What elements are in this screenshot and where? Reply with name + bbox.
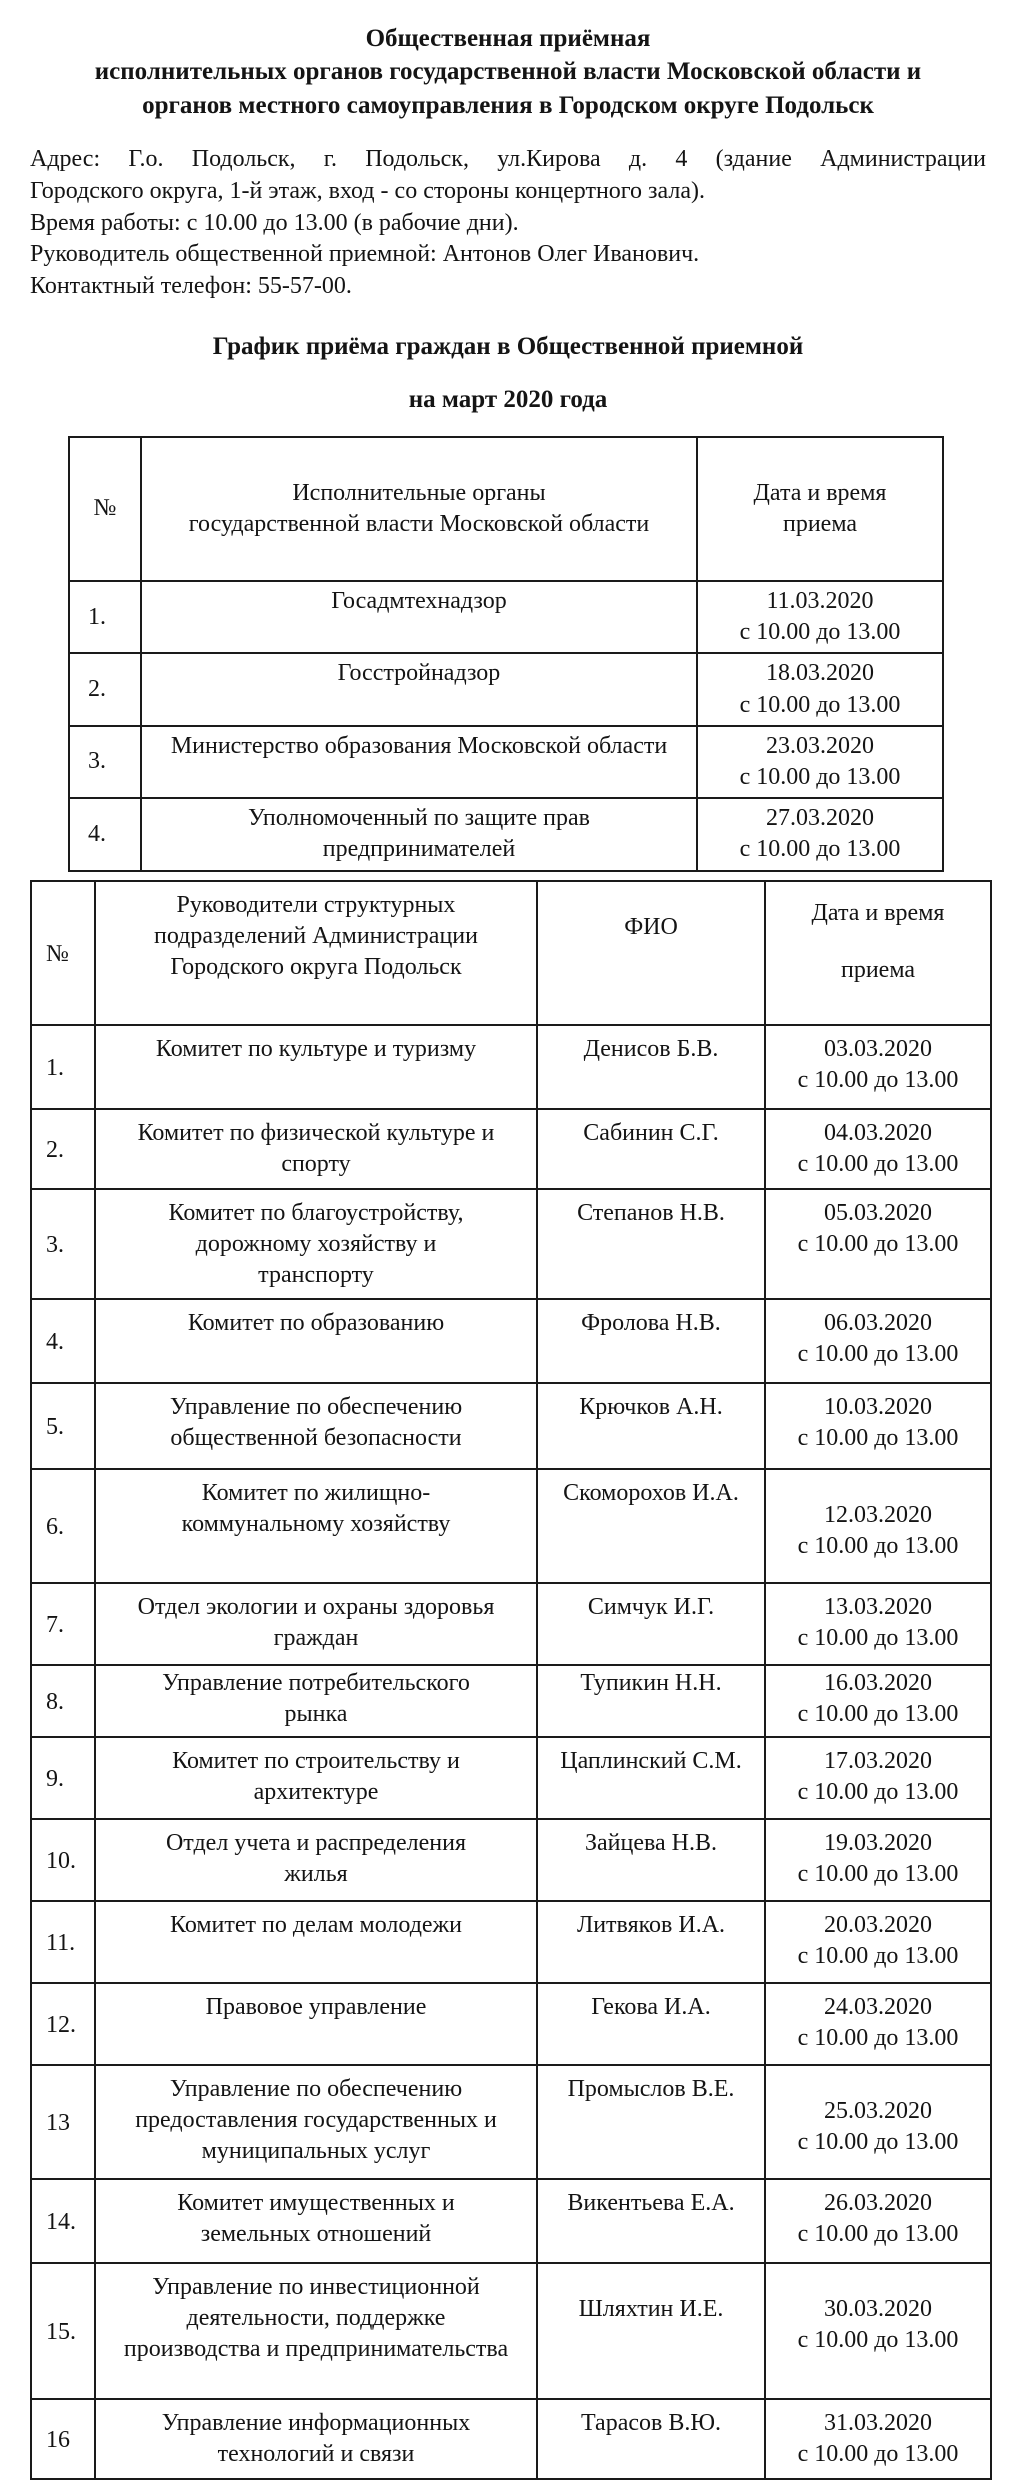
time-value: с 10.00 до 13.00 xyxy=(797,1779,959,1806)
row-number: 6. xyxy=(31,1469,95,1583)
header-line-3: органов местного самоуправления в Городском округе Подольск xyxy=(142,91,874,119)
column-header-date-line-1: Дата и время xyxy=(753,479,887,506)
table-row xyxy=(69,653,943,725)
time-value: с 10.00 до 13.00 xyxy=(797,2441,959,2468)
table-row xyxy=(31,1901,991,1983)
row-number: 2. xyxy=(31,1109,95,1189)
reception-date xyxy=(765,2179,991,2263)
column-header-date-line-2: приема xyxy=(782,511,857,537)
time-value: с 10.00 до 13.00 xyxy=(797,2025,959,2052)
table-row xyxy=(31,1665,991,1737)
department-name: Управление потребительского рынка xyxy=(95,1665,537,1737)
time-value: с 10.00 до 13.00 xyxy=(797,2327,959,2354)
row-number: 7. xyxy=(31,1583,95,1665)
date-value: 10.03.2020 xyxy=(824,1394,932,1420)
table-row xyxy=(31,1819,991,1901)
row-number: 15. xyxy=(31,2263,95,2399)
column-header-num: № xyxy=(69,437,141,581)
time-value: с 10.00 до 13.00 xyxy=(797,1425,959,1452)
date-value: 23.03.2020 xyxy=(766,732,874,759)
reception-date xyxy=(765,1299,991,1383)
row-number: 10. xyxy=(31,1819,95,1901)
reception-date xyxy=(697,798,943,870)
reception-date xyxy=(765,1583,991,1665)
column-header-date xyxy=(697,437,943,581)
row-number: 1. xyxy=(69,581,141,653)
department-name: Правовое управление xyxy=(95,1983,537,2065)
working-hours: Время работы: с 10.00 до 13.00 (в рабочие дни). xyxy=(30,209,519,236)
column-header-fio: ФИО xyxy=(537,881,765,1025)
address-line-1: Адрес: Г.о. Подольск, г. Подольск, ул.Кирова д. 4 (здание Администрации xyxy=(30,145,986,172)
date-value: 20.03.2020 xyxy=(824,1912,932,1938)
date-value: 06.03.2020 xyxy=(824,1310,932,1336)
row-number: 3. xyxy=(31,1189,95,1299)
reception-date xyxy=(765,2065,991,2179)
table-row xyxy=(31,2065,991,2179)
date-value: 16.03.2020 xyxy=(824,1670,932,1696)
department-name: Управление по инвестиционной деятельности, поддержке производства и предпринимательства xyxy=(95,2263,537,2399)
person-name: Тупикин Н.Н. xyxy=(537,1665,765,1737)
department-name: Комитет по строительству и архитектуре xyxy=(95,1737,537,1819)
address-line-2: Городского округа, 1-й этаж, вход - со стороны концертного зала). xyxy=(30,177,705,204)
reception-head: Руководитель общественной приемной: Антонов Олег Иванович. xyxy=(30,241,700,268)
table-row xyxy=(31,1109,991,1189)
table-row xyxy=(31,2179,991,2263)
time-value: с 10.00 до 13.00 xyxy=(797,1701,959,1728)
person-name: Скоморохов И.А. xyxy=(537,1469,765,1583)
table-row xyxy=(69,581,943,653)
reception-date xyxy=(765,1665,991,1737)
reception-date xyxy=(765,1819,991,1901)
person-name: Тарасов В.Ю. xyxy=(537,2399,765,2479)
column-header-dept: Руководители структурных подразделений Администрации Городского округа Подольск xyxy=(95,881,537,1025)
reception-date xyxy=(765,1901,991,1983)
department-name: Отдел учета и распределения жилья xyxy=(95,1819,537,1901)
administration-departments-table xyxy=(30,880,992,2480)
time-value: с 10.00 до 13.00 xyxy=(797,1861,959,1888)
department-name: Комитет по образованию xyxy=(95,1299,537,1383)
person-name: Зайцева Н.В. xyxy=(537,1819,765,1901)
column-header-organ xyxy=(141,437,697,581)
row-number: 9. xyxy=(31,1737,95,1819)
reception-date xyxy=(697,581,943,653)
date-value: 12.03.2020 xyxy=(824,1502,932,1528)
person-name: Сабинин С.Г. xyxy=(537,1109,765,1189)
date-value: 27.03.2020 xyxy=(766,805,874,832)
document-header xyxy=(0,22,1016,122)
time-value: с 10.00 до 13.00 xyxy=(797,1625,959,1652)
reception-date xyxy=(765,1469,991,1583)
table-row xyxy=(31,1189,991,1299)
time-value: с 10.00 до 13.00 xyxy=(797,2129,959,2156)
date-value: 18.03.2020 xyxy=(766,660,874,687)
person-name: Шляхтин И.Е. xyxy=(537,2263,765,2399)
table-header-row xyxy=(69,437,943,581)
row-number: 11. xyxy=(31,1901,95,1983)
reception-date xyxy=(697,726,943,798)
state-bodies-table xyxy=(68,436,944,872)
reception-date xyxy=(765,1109,991,1189)
date-value: 17.03.2020 xyxy=(824,1748,932,1774)
time-value: с 10.00 до 13.00 xyxy=(797,1151,959,1178)
row-number: 1. xyxy=(31,1025,95,1109)
time-value: с 10.00 до 13.00 xyxy=(797,2221,959,2248)
department-name: Комитет по физической культуре и спорту xyxy=(95,1109,537,1189)
person-name: Симчук И.Г. xyxy=(537,1583,765,1665)
header-line-2: исполнительных органов государственной власти Московской области и xyxy=(94,58,922,86)
time-value: с 10.00 до 13.00 xyxy=(797,1341,959,1368)
person-name: Фролова Н.В. xyxy=(537,1299,765,1383)
reception-date xyxy=(765,1189,991,1299)
table-row xyxy=(31,1025,991,1109)
person-name: Цаплинский С.М. xyxy=(537,1737,765,1819)
column-header-date-line-1: Дата и время xyxy=(811,900,945,926)
person-name: Крючков А.Н. xyxy=(537,1383,765,1469)
reception-date xyxy=(697,653,943,725)
contact-phone: Контактный телефон: 55-57-00. xyxy=(30,273,352,300)
department-name: Управление информационных технологий и связи xyxy=(95,2399,537,2479)
schedule-title: График приёма граждан в Общественной приемной xyxy=(212,333,804,361)
table-row xyxy=(31,2263,991,2399)
reception-date xyxy=(765,1737,991,1819)
person-name: Литвяков И.А. xyxy=(537,1901,765,1983)
date-value: 31.03.2020 xyxy=(824,2410,932,2436)
column-header-num: № xyxy=(31,881,95,1025)
column-header-date-line-2: приема xyxy=(840,957,915,984)
date-value: 05.03.2020 xyxy=(824,1200,932,1226)
time-value: с 10.00 до 13.00 xyxy=(797,1231,959,1258)
organ-name: Министерство образования Московской области xyxy=(141,726,697,798)
column-header-organ-line-2: государственной власти Московской области xyxy=(188,511,650,537)
time-value: с 10.00 до 13.00 xyxy=(797,1533,959,1560)
department-name: Комитет по делам молодежи xyxy=(95,1901,537,1983)
table-row xyxy=(31,1469,991,1583)
table-row xyxy=(31,2399,991,2479)
date-value: 25.03.2020 xyxy=(824,2098,932,2124)
organ-name: Уполномоченный по защите прав предпринимателей xyxy=(141,798,697,870)
department-name: Управление по обеспечению предоставления государственных и муниципальных услуг xyxy=(95,2065,537,2179)
reception-date xyxy=(765,1983,991,2065)
person-name: Промыслов В.Е. xyxy=(537,2065,765,2179)
department-name: Отдел экологии и охраны здоровья граждан xyxy=(95,1583,537,1665)
time-value: с 10.00 до 13.00 xyxy=(739,836,901,863)
organ-name: Госстройнадзор xyxy=(141,653,697,725)
column-header-organ-line-1: Исполнительные органы xyxy=(292,479,546,506)
reception-date xyxy=(765,1383,991,1469)
time-value: с 10.00 до 13.00 xyxy=(739,619,901,646)
date-value: 24.03.2020 xyxy=(824,1994,932,2020)
header-line-1: Общественная приёмная xyxy=(365,25,651,52)
date-value: 19.03.2020 xyxy=(824,1830,932,1856)
reception-date xyxy=(765,1025,991,1109)
row-number: 12. xyxy=(31,1983,95,2065)
time-value: с 10.00 до 13.00 xyxy=(797,1943,959,1970)
date-value: 04.03.2020 xyxy=(824,1120,932,1146)
row-number: 4. xyxy=(69,798,141,870)
row-number: 14. xyxy=(31,2179,95,2263)
department-name: Комитет по благоустройству, дорожному хозяйству и транспорту xyxy=(95,1189,537,1299)
date-value: 11.03.2020 xyxy=(766,588,874,614)
department-name: Комитет имущественных и земельных отношений xyxy=(95,2179,537,2263)
table-row xyxy=(31,1383,991,1469)
schedule-period: на март 2020 года xyxy=(408,385,608,413)
department-name: Комитет по культуре и туризму xyxy=(95,1025,537,1109)
person-name: Степанов Н.В. xyxy=(537,1189,765,1299)
table-row xyxy=(69,798,943,870)
row-number: 3. xyxy=(69,726,141,798)
table-row xyxy=(31,1983,991,2065)
person-name: Викентьева Е.А. xyxy=(537,2179,765,2263)
time-value: с 10.00 до 13.00 xyxy=(739,763,901,790)
row-number: 4. xyxy=(31,1299,95,1383)
row-number: 2. xyxy=(69,653,141,725)
reception-date xyxy=(765,2399,991,2479)
date-value: 13.03.2020 xyxy=(824,1594,932,1620)
department-name: Комитет по жилищно-коммунальному хозяйству xyxy=(95,1469,537,1583)
table-row xyxy=(31,1583,991,1665)
table-row xyxy=(31,1299,991,1383)
date-value: 03.03.2020 xyxy=(824,1036,932,1062)
person-name: Гекова И.А. xyxy=(537,1983,765,2065)
row-number: 16 xyxy=(31,2399,95,2479)
table-row xyxy=(31,1737,991,1819)
column-header-date xyxy=(765,881,991,1025)
organ-name: Госадмтехнадзор xyxy=(141,581,697,653)
table-header-row xyxy=(31,881,991,1025)
row-number: 5. xyxy=(31,1383,95,1469)
time-value: с 10.00 до 13.00 xyxy=(797,1067,959,1094)
time-value: с 10.00 до 13.00 xyxy=(739,691,901,718)
contact-info xyxy=(30,144,986,304)
reception-date xyxy=(765,2263,991,2399)
date-value: 26.03.2020 xyxy=(824,2190,932,2216)
date-value: 30.03.2020 xyxy=(824,2296,932,2322)
table-row xyxy=(69,726,943,798)
row-number: 13 xyxy=(31,2065,95,2179)
department-name: Управление по обеспечению общественной безопасности xyxy=(95,1383,537,1469)
person-name: Денисов Б.В. xyxy=(537,1025,765,1109)
row-number: 8. xyxy=(31,1665,95,1737)
